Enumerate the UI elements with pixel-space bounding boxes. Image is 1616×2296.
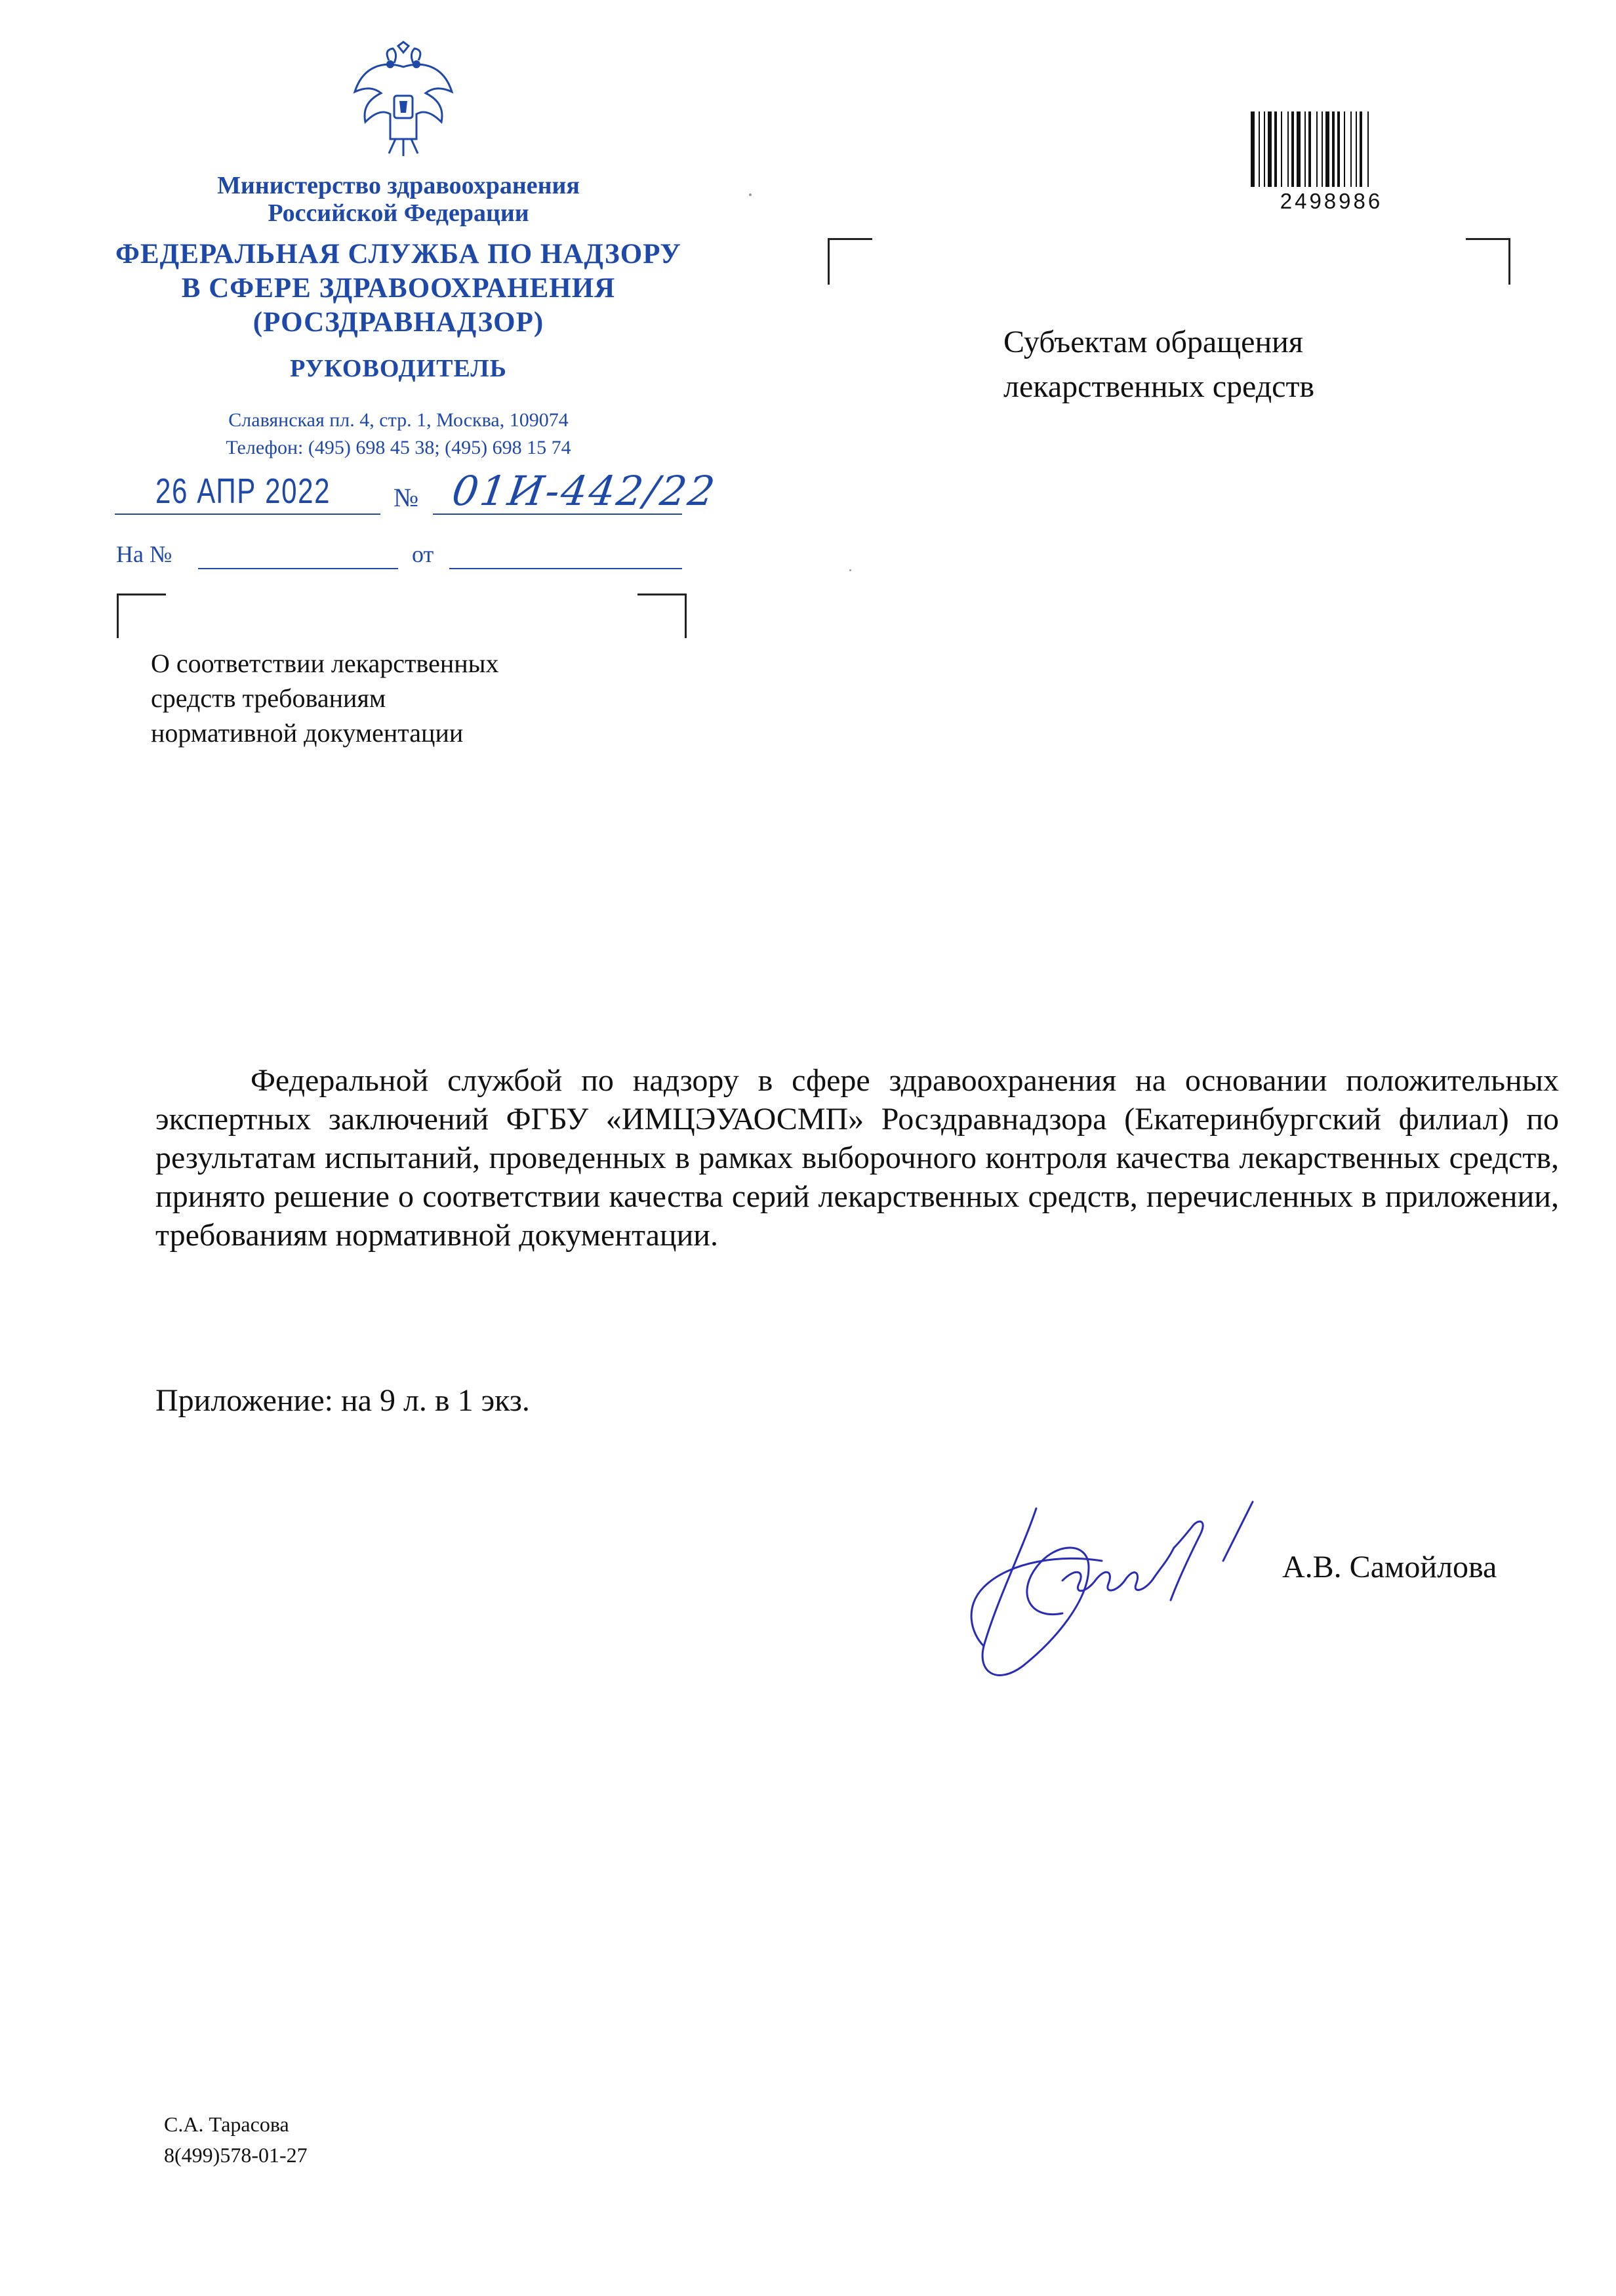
barcode-bar [1350, 111, 1352, 187]
barcode-bar [1367, 111, 1369, 187]
letter-subject [151, 646, 649, 750]
barcode-bar [1360, 111, 1362, 187]
reference-date-underline [449, 568, 682, 569]
executor-name: С.А. Тарасова [164, 2112, 289, 2136]
reference-number-underline [198, 568, 398, 569]
attachment-note: Приложение: на 9 л. в 1 экз. [155, 1383, 530, 1418]
coat-of-arms-emblem [343, 41, 464, 159]
barcode-bar [1304, 111, 1306, 187]
recipient [1003, 320, 1423, 409]
barcode-number: 2498986 [1280, 189, 1383, 213]
barcode-bar [1281, 111, 1282, 187]
subject-line-3: нормативной документации [151, 718, 464, 748]
service-line-1: ФЕДЕРАЛЬНАЯ СЛУЖБА ПО НАДЗОРУ [115, 239, 681, 270]
subject-corner-right [637, 594, 687, 638]
executor-info [164, 2109, 308, 2171]
scan-speck [849, 569, 851, 571]
subject-corner-left [117, 594, 166, 638]
service-line-3: (РОСЗДРАВНАДЗОР) [253, 307, 544, 338]
reference-label: На № [116, 541, 172, 567]
service-phone: Телефон: (495) 698 45 38; (495) 698 15 74 [226, 437, 571, 458]
barcode-bar [1259, 111, 1260, 187]
barcode-bar [1274, 111, 1277, 187]
date-underline [115, 514, 380, 515]
head-title: РУКОВОДИТЕЛЬ [290, 355, 507, 382]
barcode-bar [1332, 111, 1335, 187]
barcode-bar [1287, 111, 1289, 187]
scan-speck [749, 193, 752, 196]
barcode-bar [1297, 111, 1301, 187]
recipient-corner-left [828, 238, 872, 285]
ministry-line-1: Министерство здравоохранения [217, 172, 580, 199]
subject-line-2: средств требованиям [151, 683, 386, 713]
recipient-line-1: Субъектам обращения [1003, 325, 1303, 359]
barcode-bar [1322, 111, 1323, 187]
barcode-bar [1291, 111, 1294, 187]
service-line-2: В СФЕРЕ ЗДРАВООХРАНЕНИЯ [181, 273, 616, 304]
service-contacts [118, 407, 679, 462]
signatory-name: А.В. Самойлова [1282, 1550, 1497, 1584]
barcode-bar [1316, 111, 1318, 187]
barcode-bar [1268, 111, 1272, 187]
registration-number: 01И-442/22 [449, 467, 720, 515]
ministry-name [118, 172, 679, 227]
reference-from-label: от [412, 541, 434, 567]
body-paragraph: Федеральной службой по надзору в сфере здравоохранения на основании положительных экспертных заключений ФГБУ «ИМЦЭУАОСМП» Росздравнадзора (Екатеринбургский филиал) по результатам испытаний, проведенных в рамках выборочного контроля качества лекарственных средств, принято решение о соответствии качества серий лекарственных средств, перечисленных в приложении, требованиям нормативной документации. [155, 1063, 1559, 1253]
barcode-bar [1325, 111, 1329, 187]
executor-phone: 8(499)578-01-27 [164, 2143, 308, 2167]
barcode [1249, 111, 1413, 195]
recipient-line-2: лекарственных средств [1003, 369, 1315, 404]
barcode-bar [1308, 111, 1311, 187]
subject-line-1: О соответствии лекарственных [151, 649, 499, 678]
barcode-bar [1356, 111, 1357, 187]
registration-date: 26 АПР 2022 [155, 472, 331, 511]
barcode-bar [1337, 111, 1340, 187]
barcode-bar [1251, 111, 1255, 187]
service-address: Славянская пл. 4, стр. 1, Москва, 109074 [228, 409, 569, 431]
ministry-line-2: Российской Федерации [268, 199, 529, 227]
number-sign: № [394, 483, 419, 512]
barcode-bar [1264, 111, 1265, 187]
service-name [85, 237, 712, 340]
barcode-bar [1344, 111, 1345, 187]
handwritten-signature [944, 1469, 1285, 1692]
recipient-corner-right [1466, 238, 1510, 285]
letter-body [155, 1061, 1559, 1255]
